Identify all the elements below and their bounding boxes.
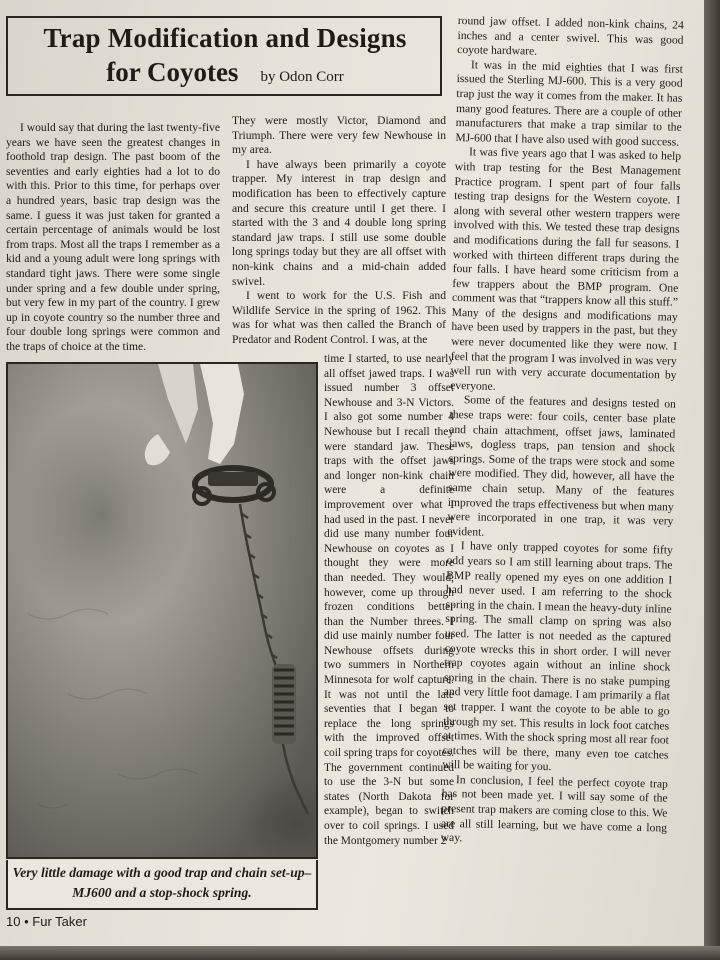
- page-footer: [6, 914, 87, 929]
- paragraph: round jaw offset. I added non-kink chains, 24 inches and a center swivel. This was good coyote hardware.: [457, 14, 684, 58]
- paragraph: I have always been primarily a coyote trapper. My interest in trap design and modification has been to effectively capture and secure this creature until I get there. I started with the 3 and 4 double long spring standard jaw traps. I still use some double long springs today but they are all offset with non-kink chains and a mid-chain added swivel.: [232, 157, 446, 288]
- article-byline: by Odon Corr: [260, 69, 344, 85]
- article-title-continued: for Coyotes: [106, 57, 239, 87]
- paragraph: I have only trapped coyotes for some fifty odd years so I am still learning about traps. The BMP really opened my eyes on one addition I had never used. I am referring to the shock spring in the chain. I mean the heavy-duty inline spring. The small clamp on spring was also used. The latter is not needed as the captured coyote wrecks this in short order. I will never trap coyotes again without an inline shock spring in the chain. There is no stake pumping and very little foot damage. I am primarily a flat set trapper. I want the coyote to be able to go through my set. This results in lock foot catches at times. With the shock spring most all rear foot catches will be there, many even toe catches will be waiting for you.: [442, 539, 673, 774]
- text-column-3: [441, 14, 684, 850]
- paragraph: I went to work for the U.S. Fish and Wildlife Service in the spring of 1962. This was for what was then called the Branch of Predator and Rodent Control. I was, at the: [232, 289, 446, 346]
- page-number: 10: [6, 914, 21, 929]
- trap-photo-illustration: [8, 364, 316, 857]
- paragraph: It was in the mid eighties that I was first issued the Sterling MJ-600. This is a very good trap just the way it comes from the maker. It has many good features. There are a couple of other manufacturers that make a trap similar to the MJ-600 that I have also used with good success.: [455, 58, 684, 149]
- paragraph: In conclusion, I feel the perfect coyote trap has not been made yet. I will say some of the present trap makers are coming close to this. We are all still learning, but we have come a long way.: [440, 773, 669, 845]
- text-column-2: [232, 114, 446, 348]
- paragraph: time I started, to use nearly all offset jawed traps. I was issued number 3 offset Newhouse and 3-N Victors. I also got some number 4 Newhouse but I recall they were standard jaw. These traps with the offset jaws and longer non-kink chain were a definite improvement over what I had used in the past. I never did use many number four Newhouse on coyotes as I thought they were more than needed. They would, however, come up through frozen conditions better than the Number threes. I did use mainly number four Newhouse offsets during two summers in Northern Minnesota for wolf capture. It was not until the late seventies that I began to replace the long springs with the improved offset coil spring traps for coyotes. The government continued to use the 3-N but some states (North Dakota for example), began to switch over to coil springs. I used the Montgomery number 2: [324, 353, 455, 847]
- footer-bullet: •: [24, 914, 29, 929]
- page-edge-shadow: [704, 0, 720, 960]
- bottom-edge-shadow: [0, 946, 720, 960]
- paragraph: Some of the features and designs tested on these traps were: four coils, center base plate and chain attachment, offset jaws, laminated jaws, dogless traps, pan tension and shock springs. Some of the traps were stock and some were modified. They did, however, all have the same chain setup. Many of the features improved the traps effectiveness but when many were incorporated in one trap, it was very evident.: [447, 393, 677, 539]
- text-column-2-wrap: [324, 352, 454, 848]
- publication-name: Fur Taker: [32, 914, 87, 929]
- text-column-1: [6, 121, 220, 355]
- photo-caption: Very little damage with a good trap and chain set-up–MJ600 and a stop-shock spring.: [6, 860, 318, 910]
- paragraph: I would say that during the last twenty-five years we have seen the greatest changes in foothold trap design. The past boom of the seventies and early eighties had a lot to do with this. Prior to this time, for perhaps over a hundred years, basic trap design was the same. I guess it was just taken for granted a certain percentage of animals would be lost from traps. Most all the traps I remember as a kid and a young adult were long springs with standard tight jaws. There were some single under spring and a few double under spring, but very few in my part of the country. I grew up in coyote country so the number three and four double long springs were common and the traps of choice at the time.: [6, 121, 220, 353]
- paragraph: They were mostly Victor, Diamond and Triumph. There were very few Newhouse in my area.: [232, 114, 446, 157]
- article-title: Trap Modification and Designs: [43, 23, 407, 53]
- paragraph: It was five years ago that I was asked to help with trap testing for the Best Management Practice program. I spent part of four falls testing trap designs for the Western coyote. I along with several other western trappers were involved with this. We tested these trap designs and modifications during the fall fur seasons. I worked with thirteen different traps during the four falls. I have heard some criticism from a few trappers about the BMP program. One comment was that “trappers know all this stuff.” Many of the designs and modifications may have been used by trappers in the past, but they were never documented like they were now. I feel that the program I was involved in was very well run with very accurate documentation by everyone.: [450, 145, 682, 393]
- trap-photo: [6, 362, 318, 859]
- article-title-box: [6, 16, 442, 96]
- shock-spring-icon: [272, 664, 296, 744]
